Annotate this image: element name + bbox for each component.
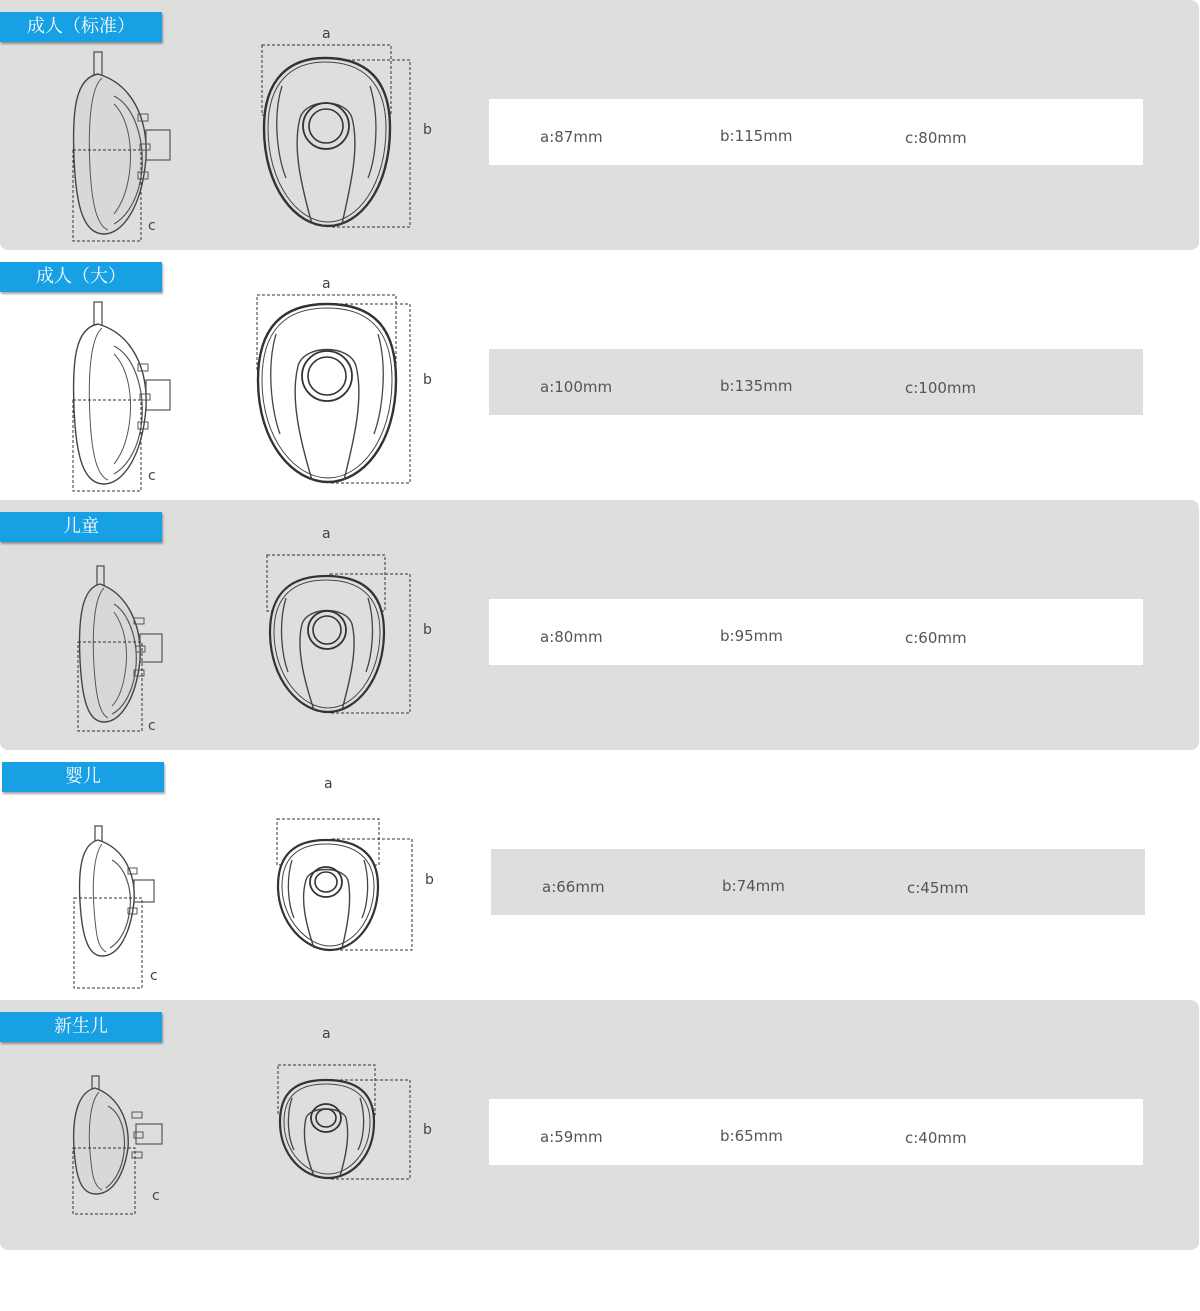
mask-size-row-child — [0, 500, 1199, 750]
dim-c-value: c:60mm — [905, 629, 967, 647]
dim-b-value: b:135mm — [720, 377, 793, 395]
dim-c-label — [146, 716, 160, 736]
svg-text:c: c — [148, 218, 156, 234]
mask-front-view-icon — [250, 1018, 450, 1250]
svg-text:b: b — [423, 622, 432, 638]
svg-text:c: c — [150, 968, 158, 984]
svg-text:a: a — [322, 276, 331, 292]
mask-size-row-adult-large — [0, 250, 1199, 500]
dimension-bar — [489, 599, 1143, 665]
size-title-tab: 成人（大） — [0, 262, 162, 292]
dimension-bar — [489, 349, 1143, 415]
mask-front-view-icon — [250, 518, 450, 750]
svg-text:a: a — [322, 1026, 331, 1042]
svg-text:b: b — [423, 1122, 432, 1138]
dim-c-value: c:80mm — [905, 129, 967, 147]
dim-b-value: b:115mm — [720, 127, 793, 145]
dim-c-value: c:100mm — [905, 379, 977, 397]
size-title-tab: 婴儿 — [2, 762, 164, 792]
dim-b-value: b:65mm — [720, 1127, 783, 1145]
svg-text:b: b — [423, 122, 432, 138]
dimension-bar — [489, 99, 1143, 165]
mask-size-row-adult-standard — [0, 0, 1199, 250]
dim-a-value: a:100mm — [540, 378, 613, 396]
svg-text:a: a — [322, 526, 331, 542]
mask-size-row-newborn — [0, 1000, 1199, 1250]
dim-b-value: b:95mm — [720, 627, 783, 645]
svg-text:b: b — [425, 872, 434, 888]
dimension-bar — [491, 849, 1145, 915]
dim-c-label — [146, 216, 160, 236]
svg-text:a: a — [324, 776, 333, 792]
dim-c-label — [148, 966, 162, 986]
mask-front-view-icon — [250, 268, 450, 500]
dim-b-value: b:74mm — [722, 877, 785, 895]
dimension-bar — [489, 1099, 1143, 1165]
dim-c-value: c:45mm — [907, 879, 969, 897]
mask-size-row-infant — [0, 750, 1199, 1000]
dim-c-value: c:40mm — [905, 1129, 967, 1147]
mask-side-view-icon — [62, 298, 182, 494]
mask-side-view-icon — [62, 1048, 182, 1244]
dim-c-label — [146, 466, 160, 486]
mask-side-view-icon — [62, 548, 182, 744]
mask-side-view-icon — [64, 798, 184, 994]
mask-front-view-icon — [250, 18, 450, 250]
dim-a-value: a:87mm — [540, 128, 603, 146]
dim-c-label — [150, 1186, 164, 1206]
mask-side-view-icon — [62, 48, 182, 244]
svg-text:b: b — [423, 372, 432, 388]
svg-text:c: c — [148, 718, 156, 734]
dim-a-value: a:80mm — [540, 628, 603, 646]
svg-text:a: a — [322, 26, 331, 42]
svg-text:c: c — [152, 1188, 160, 1204]
size-title-tab: 儿童 — [0, 512, 162, 542]
dim-a-value: a:66mm — [542, 878, 605, 896]
svg-text:c: c — [148, 468, 156, 484]
mask-front-view-icon — [252, 768, 452, 1000]
dim-a-value: a:59mm — [540, 1128, 603, 1146]
size-title-tab: 新生儿 — [0, 1012, 162, 1042]
size-title-tab: 成人（标准） — [0, 12, 162, 42]
